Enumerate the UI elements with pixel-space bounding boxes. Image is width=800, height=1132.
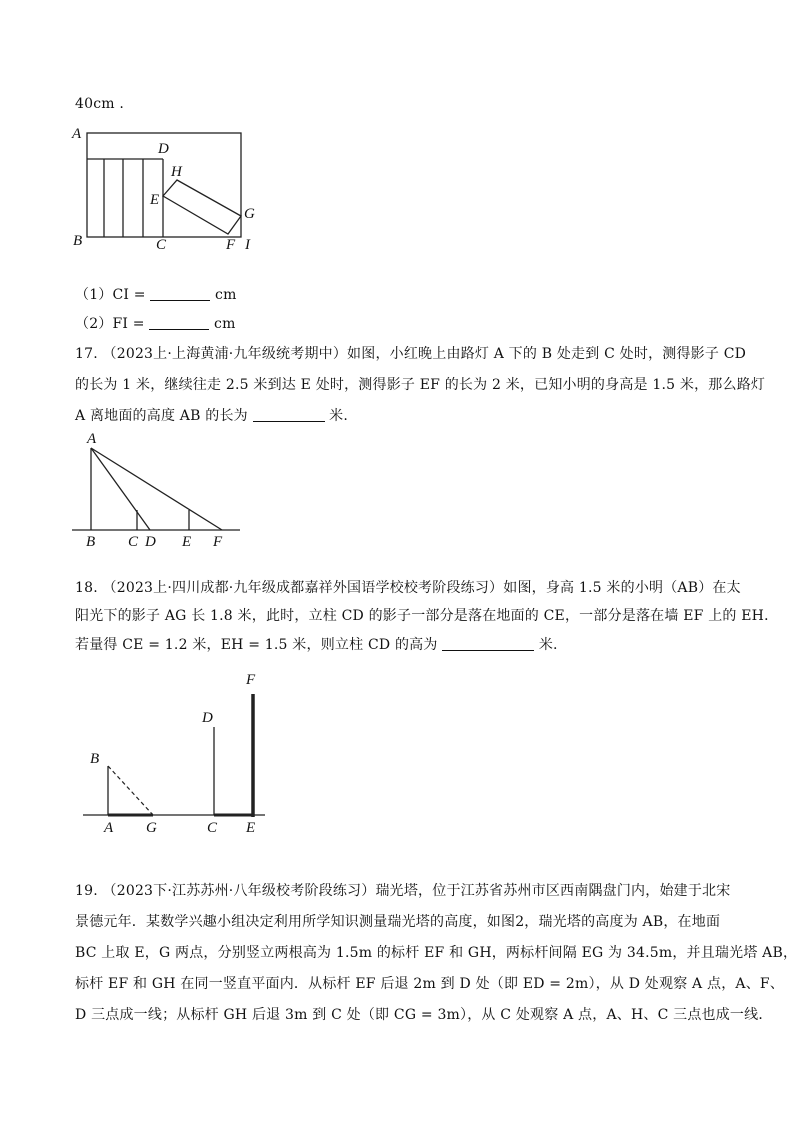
question-text: 若量得 CE = 1.2 米，EH = 1.5 米，则立柱 CD 的高为 [75, 637, 438, 653]
q19-line-2: 景德元年．某数学兴趣小组决定利用所学知识测量瑞光塔的高度，如图2，瑞光塔的高度为 AB，在地面 [75, 914, 721, 930]
fig1-label-f: F [226, 237, 236, 253]
unit-text: cm [215, 287, 237, 303]
q16-part2-label: （2）FI = [75, 316, 145, 332]
top-text-fragment: 40cm . [75, 96, 125, 112]
question-text: 米. [538, 637, 558, 653]
q19-line-1 [75, 880, 730, 900]
unit-text: cm [214, 316, 236, 332]
question-text: A 离地面的高度 AB 的长为 [75, 408, 248, 424]
fig1-label-h: H [171, 164, 182, 180]
q16-part1-label: （1）CI = [75, 287, 146, 303]
fig1-label-e: E [150, 192, 160, 208]
fig3-label-e: E [246, 820, 256, 836]
fig3-label-a: A [104, 820, 114, 836]
fig1-label-a: A [72, 126, 82, 142]
fig2-label-c: C [128, 534, 139, 550]
fig1-label-i: I [245, 237, 250, 253]
fig1-label-d: D [158, 141, 169, 157]
question-number: 17. [75, 346, 98, 362]
fig3-label-d: D [202, 710, 213, 726]
fig2-label-e: E [182, 534, 192, 550]
fig1-label-c: C [156, 237, 167, 253]
question-text: （2023上·四川成都·九年级成都嘉祥外国语学校校考阶段练习）如图，身高 1.5 米的小明（AB）在太 [102, 580, 741, 596]
fig3-label-b: B [90, 751, 100, 767]
q19-line-5: D 三点成一线；从标杆 GH 后退 3m 到 C 处（即 CG = 3m），从 C 处观察 A 点，A、H、C 三点也成一线． [75, 1007, 773, 1023]
fig2-label-f: F [213, 534, 223, 550]
q19-line-3: BC 上取 E，G 两点，分别竖立两根高为 1.5m 的标杆 EF 和 GH，两标杆间隔 EG 为 34.5m，并且瑞光塔 AB， [75, 945, 798, 961]
fig1-label-g: G [244, 206, 255, 222]
fig3-label-g: G [146, 820, 157, 836]
fig3-label-f: F [246, 672, 256, 688]
question-text: （2023下·江苏苏州·八年级校考阶段练习）瑞光塔，位于江苏省苏州市区西南隅盘门内，始建于北宋 [102, 883, 731, 899]
q19-line-4: 标杆 EF 和 GH 在同一竖直平面内．从标杆 EF 后退 2m 到 D 处（即 ED = 2m），从 D 处观察 A 点，A、F、 [75, 976, 785, 992]
question-text: （2023上·上海黄浦·九年级统考期中）如图，小红晚上由路灯 A 下的 B 处走到 C 处时，测得影子 CD [102, 346, 747, 362]
fig1-label-b: B [73, 233, 83, 249]
q17-line-2: 的长为 1 米，继续往走 2.5 米到达 E 处时，测得影子 EF 的长为 2 米，已知小明的身高是 1.5 米，那么路灯 [75, 377, 766, 393]
question-text: 米. [329, 408, 349, 424]
fig2-label-a: A [87, 431, 97, 447]
fig3-label-c: C [207, 820, 218, 836]
fig2-label-b: B [86, 534, 96, 550]
question-number: 19. [75, 883, 98, 899]
q18-line-2: 阳光下的影子 AG 长 1.8 米，此时，立柱 CD 的影子一部分是落在地面的 CE，一部分是落在墙 EF 上的 EH． [75, 608, 779, 624]
fig2-label-d: D [145, 534, 156, 550]
question-number: 18. [75, 580, 98, 596]
